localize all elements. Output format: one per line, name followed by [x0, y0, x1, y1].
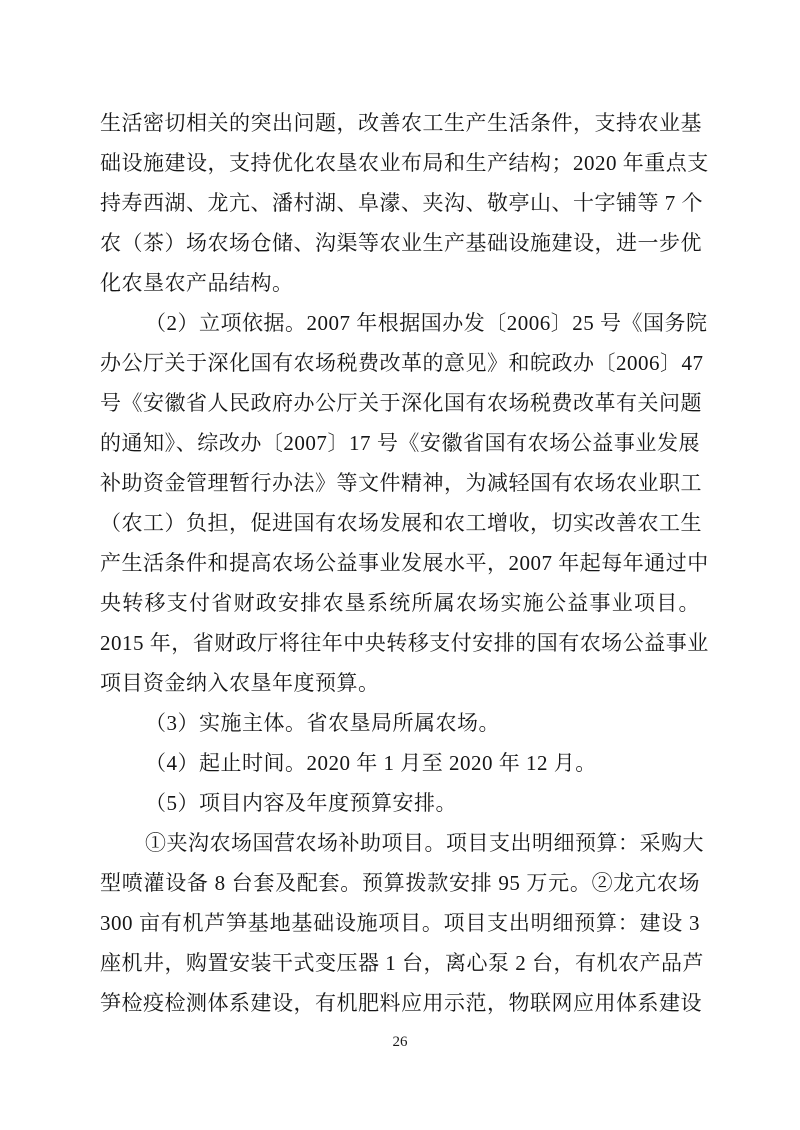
text-line: 2015 年，省财政厅将往年中央转移支付安排的国有农场公益事业: [100, 631, 709, 655]
text-line: 农（茶）场农场仓储、沟渠等农业生产基础设施建设，进一步优: [100, 231, 702, 255]
text-line: （农工）负担，促进国有农场发展和农工增收，切实改善农工生: [100, 511, 702, 535]
text-line: ①夹沟农场国营农场补助项目。项目支出明细预算：采购大: [145, 831, 704, 855]
text-line: （5）项目内容及年度预算安排。: [145, 791, 457, 815]
text-line: 的通知》、综改办〔2007〕17 号《安徽省国有农场公益事业发展: [100, 431, 700, 455]
text-line: 300 亩有机芦笋基地基础设施项目。项目支出明细预算：建设 3: [100, 911, 700, 935]
paragraph: [100, 103, 709, 303]
page-number: 26: [392, 1034, 408, 1050]
text-line: 笋检疫检测体系建设，有机肥料应用示范，物联网应用体系建设: [100, 991, 702, 1015]
paragraph: [100, 743, 700, 783]
text-line: （4）起止时间。2020 年 1 月至 2020 年 12 月。: [145, 751, 597, 775]
text-line: 补助资金管理暂行办法》等文件精神，为减轻国有农场农业职工: [100, 471, 702, 495]
text-line: 化农垦农产品结构。: [100, 271, 294, 295]
text-line: 持寿西湖、龙亢、潘村湖、阜濛、夹沟、敬亭山、十字铺等 7 个: [100, 191, 703, 215]
text-line: 础设施建设，支持优化农垦农业布局和生产结构；2020 年重点支: [100, 151, 709, 175]
text-line: 央转移支付省财政安排农垦系统所属农场实施公益事业项目。: [100, 591, 700, 615]
text-line: 产生活条件和提高农场公益事业发展水平，2007 年起每年通过中: [100, 551, 709, 575]
text-line: （2）立项依据。2007 年根据国办发〔2006〕25 号《国务院: [145, 311, 708, 335]
text-line: （3）实施主体。省农垦局所属农场。: [145, 711, 500, 735]
text-line: 型喷灌设备 8 台套及配套。预算拨款安排 95 万元。②龙亢农场: [100, 871, 700, 895]
paragraph: [100, 823, 704, 1023]
text-line: 项目资金纳入农垦年度预算。: [100, 671, 380, 695]
paragraph: [100, 783, 700, 823]
text-line: 生活密切相关的突出问题，改善农工生产生活条件，支持农业基: [100, 111, 702, 135]
text-line: 办公厅关于深化国有农场税费改革的意见》和皖政办〔2006〕47: [100, 351, 704, 375]
paragraph: [100, 703, 700, 743]
text-line: 号《安徽省人民政府办公厅关于深化国有农场税费改革有关问题: [100, 391, 702, 415]
paragraph: [100, 303, 709, 703]
document-body: [100, 103, 709, 1023]
text-line: 座机井，购置安装干式变压器 1 台，离心泵 2 台，有机农产品芦: [100, 951, 704, 975]
